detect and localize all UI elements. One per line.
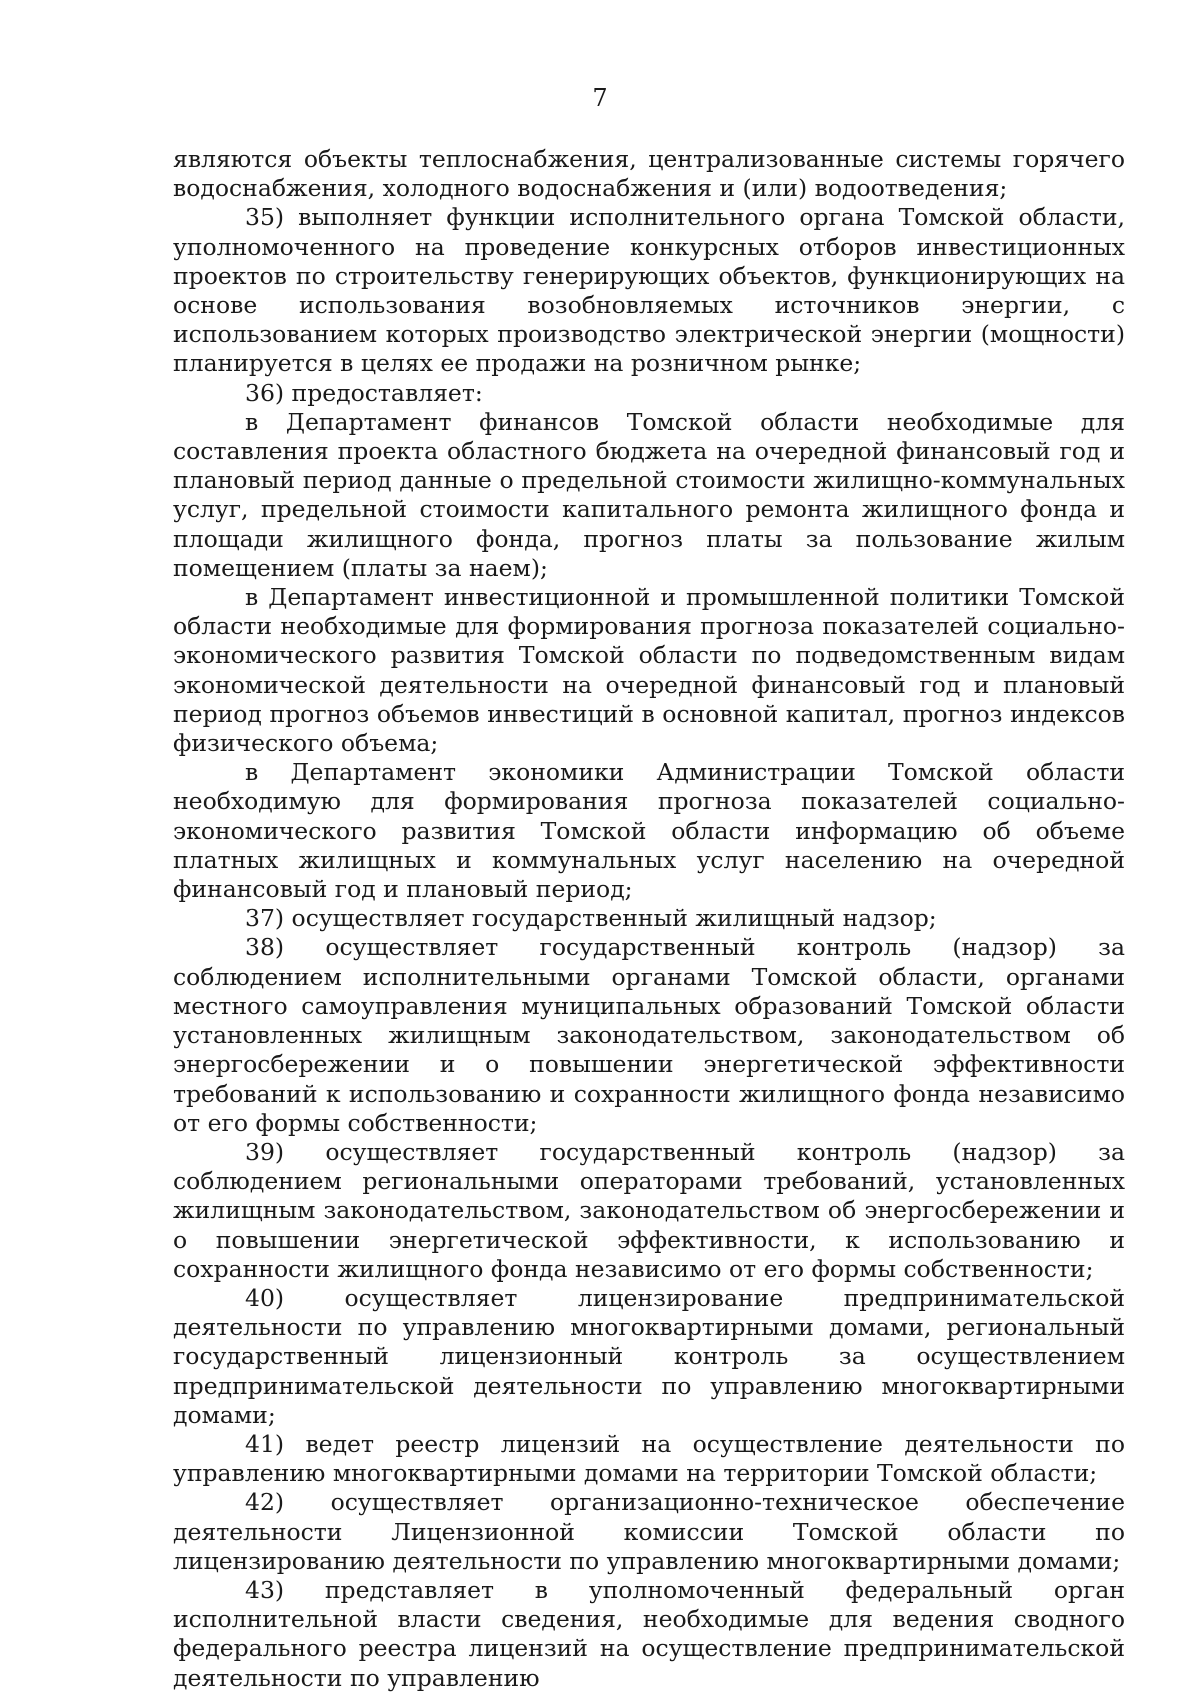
paragraph-item-36-finance: в Департамент финансов Томской области необходимые для составления проекта областного бюджета на очередной финансовый год и плановый период данные о предельной стоимости жилищно-коммунальных услуг, предельной стоимости капитального ремонта жилищного фонда и площади жилищного фонда, прогноз платы за пользование жилым помещением (платы за наем); xyxy=(173,407,1125,582)
paragraph-item-40: 40) осуществляет лицензирование предпринимательской деятельности по управлению многоквартирными домами, региональный государственный лицензионный контроль за осуществлением предпринимательской деятельности по управлению многоквартирными домами; xyxy=(173,1283,1125,1429)
paragraph-item-35: 35) выполняет функции исполнительного органа Томской области, уполномоченного на проведение конкурсных отборов инвестиционных проектов по строительству генерирующих объектов, функционирующих на основе использования возобновляемых источников энергии, с использованием которых производство электрической энергии (мощности) планируется в целях ее продажи на розничном рынке; xyxy=(173,203,1125,378)
paragraph-continuation: являются объекты теплоснабжения, централизованные системы горячего водоснабжения, холодного водоснабжения и (или) водоотведения; xyxy=(173,145,1125,203)
page-number: 7 xyxy=(592,84,608,112)
paragraph-item-36-investment: в Департамент инвестиционной и промышленной политики Томской области необходимые для формирования прогноза показателей социально-экономического развития Томской области по подведомственным видам экономической деятельности на очередной финансовый год и плановый период прогноз объемов инвестиций в основной капитал, прогноз индексов физического объема; xyxy=(173,583,1125,758)
paragraph-item-39: 39) осуществляет государственный контроль (надзор) за соблюдением региональными операторами требований, установленных жилищным законодательством, законодательством об энергосбережении и о повышении энергетической эффективности, к использованию и сохранности жилищного фонда независимо от его формы собственности; xyxy=(173,1137,1125,1283)
paragraph-item-36-economy: в Департамент экономики Администрации Томской области необходимую для формирования прогноза показателей социально-экономического развития Томской области информацию об объеме платных жилищных и коммунальных услуг населению на очередной финансовый год и плановый период; xyxy=(173,758,1125,904)
paragraph-item-41: 41) ведет реестр лицензий на осуществление деятельности по управлению многоквартирными домами на территории Томской области; xyxy=(173,1429,1125,1488)
paragraph-item-43: 43) представляет в уполномоченный федеральный орган исполнительной власти сведения, необходимые для ведения сводного федерального реестра лицензий на осуществление предпринимательской деятельности по управлению xyxy=(173,1575,1125,1692)
paragraph-item-37: 37) осуществляет государственный жилищный надзор; xyxy=(245,904,937,933)
paragraph-item-36: 36) предоставляет: xyxy=(245,378,483,407)
document-body xyxy=(173,145,1125,1693)
paragraph-item-42: 42) осуществляет организационно-техническое обеспечение деятельности Лицензионной комиссии Томской области по лицензированию деятельности по управлению многоквартирными домами; xyxy=(173,1488,1125,1575)
paragraph-item-38: 38) осуществляет государственный контроль (надзор) за соблюдением исполнительными органами Томской области, органами местного самоуправления муниципальных образований Томской области установленных жилищным законодательством, законодательством об энергосбережении и о повышении энергетической эффективности требований к использованию и сохранности жилищного фонда независимо от его формы собственности; xyxy=(173,933,1125,1137)
